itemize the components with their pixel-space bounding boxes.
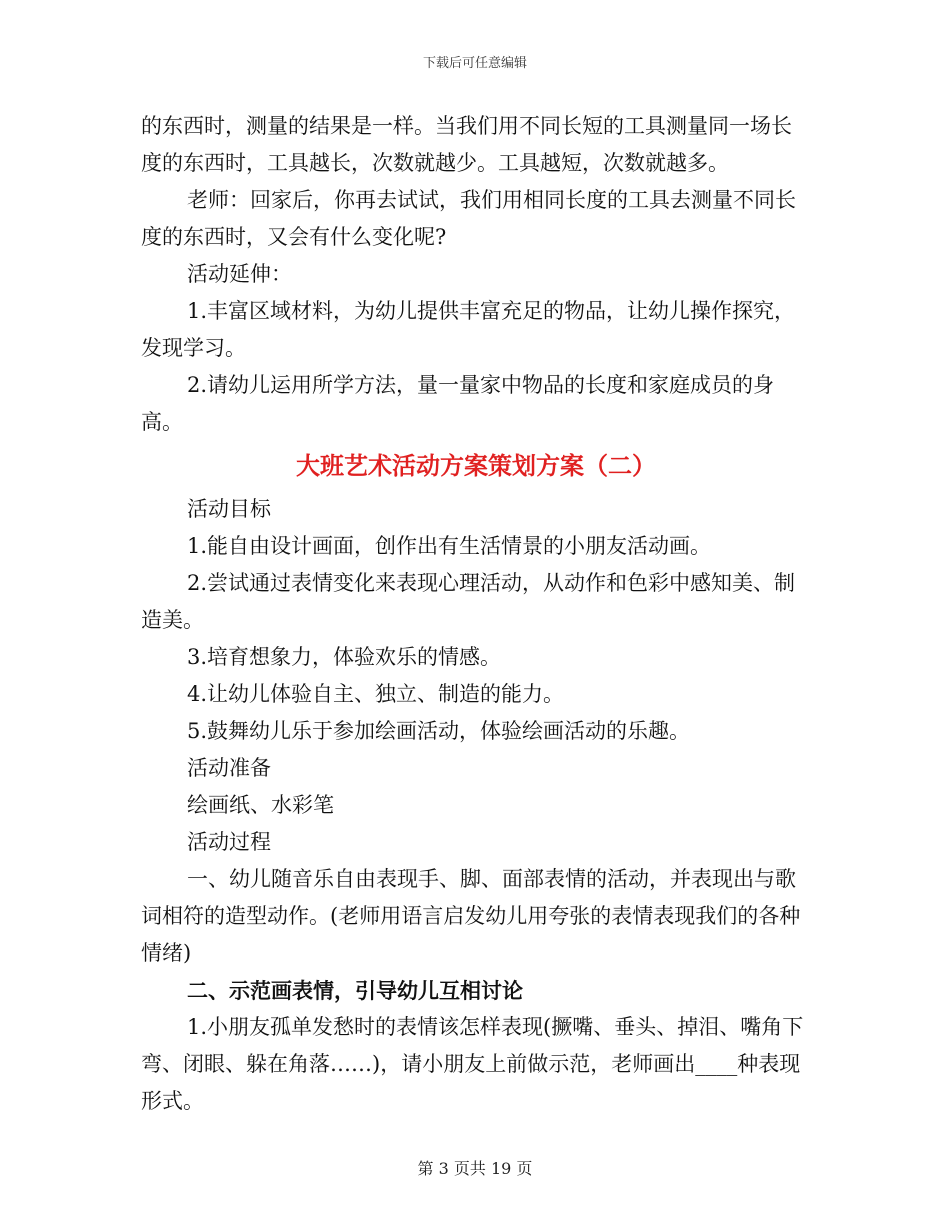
goal-item-1: 1.能自由设计画面，创作出有生活情景的小朋友活动画。 [187,534,712,558]
goal-item-3: 3.培育想象力，体验欢乐的情感。 [187,645,502,669]
page-footer: 第 3 页共 19 页 [417,1159,533,1178]
goal-item-5: 5.鼓舞幼儿乐于参加绘画活动，体验绘画活动的乐趣。 [187,719,691,743]
heading-activity-extension: 活动延伸： [187,262,292,286]
section-title: 大班艺术活动方案策划方案（二） [296,451,656,480]
process-step-1: 一、幼儿随音乐自由表现手、脚、面部表情的活动，并表现出与歌词相符的造型动作。(老师用语言启发幼儿用夸张的表情表现我们的各种情绪) [141,867,801,965]
paragraph-continuation: 的东西时，测量的结果是一样。当我们用不同长短的工具测量同一场长度的东西时，工具越长，次数就越少。工具越短，次数就越多。 [141,114,792,175]
document-body [141,108,811,1120]
extension-item-1: 1.丰富区域材料，为幼儿提供丰富充足的物品，让幼儿操作探究，发现学习。 [141,299,796,360]
process-step-2-heading: 二、示范画表情，引导幼儿互相讨论 [187,978,523,1003]
heading-activity-goals: 活动目标 [187,497,271,521]
preparation-materials: 绘画纸、水彩笔 [187,793,334,817]
page-header: 下载后可任意编辑 [422,56,527,71]
goal-item-4: 4.让幼儿体验自主、独立、制造的能力。 [187,682,565,706]
heading-activity-process: 活动过程 [187,830,271,854]
goal-item-2: 2.尝试通过表情变化来表现心理活动，从动作和色彩中感知美、制造美。 [141,571,796,632]
extension-item-2: 2.请幼儿运用所学方法，量一量家中物品的长度和家庭成员的身高。 [141,373,775,434]
paragraph-teacher-remark: 老师：回家后，你再去试试，我们用相同长度的工具去测量不同长度的东西时，又会有什么变化呢? [141,188,796,249]
heading-activity-preparation: 活动准备 [187,756,271,780]
process-step-2-item-1: 1.小朋友孤单发愁时的表情该怎样表现(撅嘴、垂头、掉泪、嘴角下弯、闭眼、躲在角落……)，请小朋友上前做示范，老师画出____种表现形式。 [141,1015,804,1113]
